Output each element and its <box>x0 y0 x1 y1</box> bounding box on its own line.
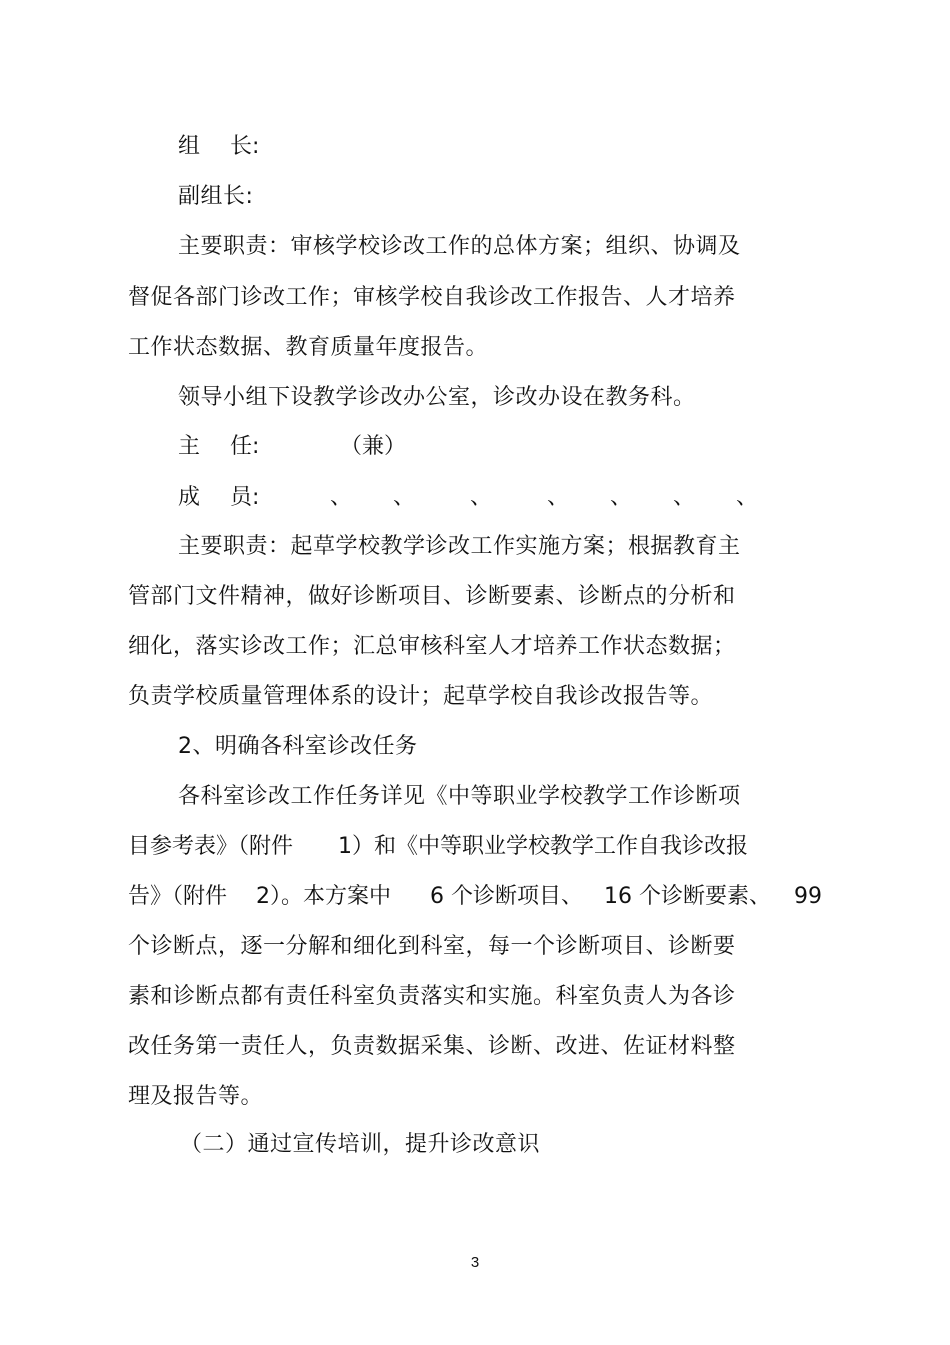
director-label-b: 任: <box>230 434 260 459</box>
task-line3-part-a: 告》（附件 <box>128 884 228 909</box>
page-number: 3 <box>470 1254 480 1271</box>
members-label-a: 成 <box>178 485 201 510</box>
task-line3-part-e: 99 <box>794 884 822 909</box>
member-separator: 、 <box>393 485 416 510</box>
member-separator: 、 <box>736 485 759 510</box>
director-concurrent-note: （兼） <box>340 434 407 459</box>
task-line4: 个诊断点，逐一分解和细化到科室，每一个诊断项目、诊断要 <box>128 934 736 959</box>
duty1-line1: 主要职责：审核学校诊改工作的总体方案；组织、协调及 <box>178 234 741 259</box>
task-line1: 各科室诊改工作任务详见《中等职业学校教学工作诊断项 <box>178 784 741 809</box>
section2-heading: 2、明确各科室诊改任务 <box>178 734 418 759</box>
duty2-line2: 管部门文件精神，做好诊断项目、诊断要素、诊断点的分析和 <box>128 584 736 609</box>
task-line6: 改任务第一责任人，负责数据采集、诊断、改进、佐证材料整 <box>128 1034 736 1059</box>
member-separator: 、 <box>547 485 570 510</box>
zhang-label: 长: <box>230 134 260 159</box>
duty2-line3: 细化，落实诊改工作；汇总审核科室人才培养工作状态数据； <box>128 634 736 659</box>
task-line3-part-c: 6 个诊断项目、 <box>430 884 583 909</box>
member-separator: 、 <box>610 485 633 510</box>
task-line5: 素和诊断点都有责任科室负责落实和实施。科室负责人为各诊 <box>128 984 736 1009</box>
task-line3-part-d: 16 个诊断要素、 <box>604 884 771 909</box>
members-label-b: 员: <box>230 485 260 510</box>
member-separator: 、 <box>470 485 493 510</box>
vice-leader-label: 副组长: <box>178 184 254 209</box>
member-separator: 、 <box>673 485 696 510</box>
duty1-line3: 工作状态数据、教育质量年度报告。 <box>128 335 489 360</box>
task-line2-part-a: 目参考表》（附件 <box>128 834 294 859</box>
member-separator: 、 <box>330 485 353 510</box>
director-label-a: 主 <box>178 434 201 459</box>
task-line2-part-b: 1）和《中等职业学校教学工作自我诊改报 <box>338 834 748 859</box>
duty2-line4: 负责学校质量管理体系的设计；起草学校自我诊改报告等。 <box>128 684 714 709</box>
task-line7: 理及报告等。 <box>128 1084 264 1109</box>
duty2-line1: 主要职责：起草学校教学诊改工作实施方案；根据教育主 <box>178 534 741 559</box>
duty1-line2: 督促各部门诊改工作；审核学校自我诊改工作报告、人才培养 <box>128 285 736 310</box>
section-two-heading: （二）通过宣传培训，提升诊改意识 <box>180 1132 541 1157</box>
task-line3-part-b: 2）。本方案中 <box>256 884 391 909</box>
zu-label: 组 <box>178 134 201 159</box>
office-line: 领导小组下设教学诊改办公室，诊改办设在教务科。 <box>178 385 696 410</box>
